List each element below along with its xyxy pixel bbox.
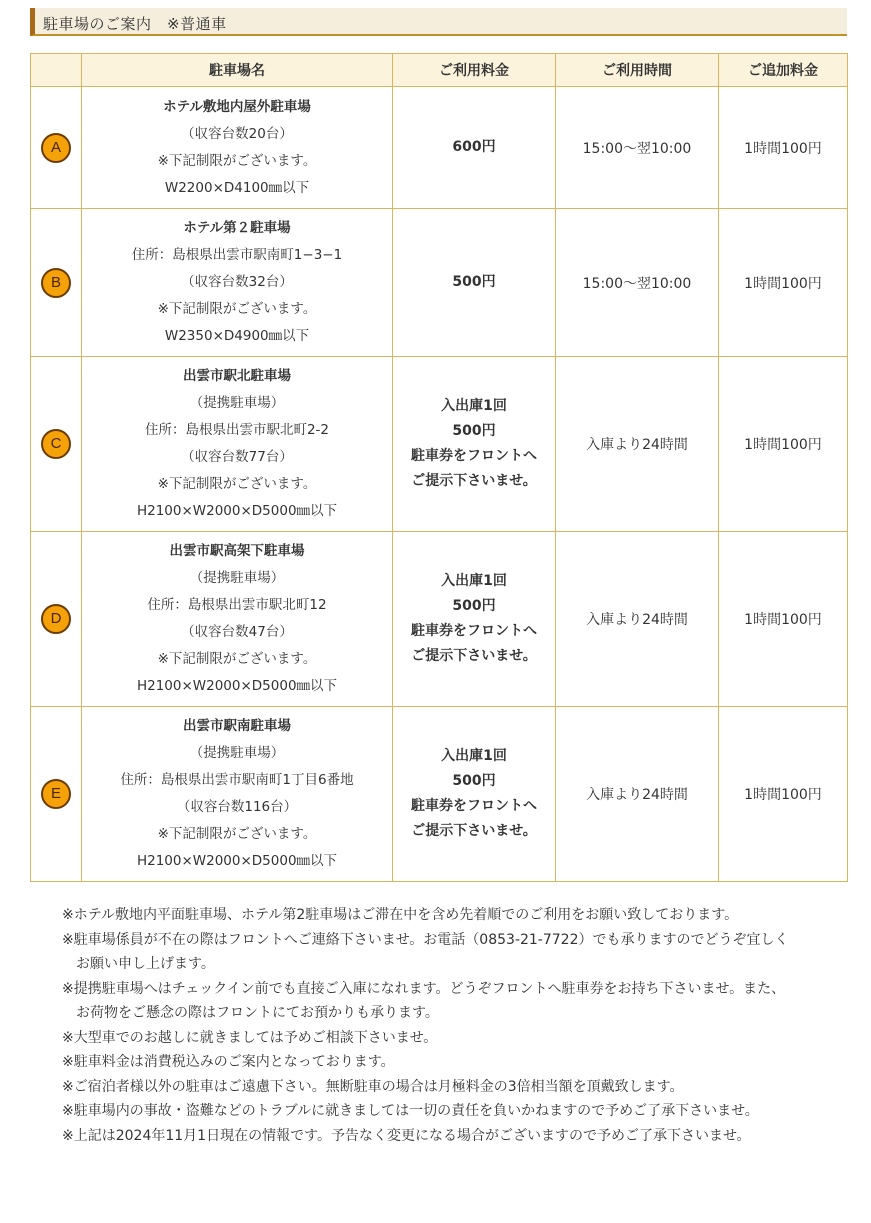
row-letter-cell <box>31 209 82 357</box>
note-item: ※上記は2024年11月1日現在の情報です。予告なく変更になる場合がございますので予めご了承下さいませ。 <box>62 1127 751 1144</box>
header-letter <box>31 54 82 87</box>
fee-cell <box>393 87 556 209</box>
extra-fee-cell: 1時間100円 <box>719 707 848 882</box>
row-letter-cell <box>31 707 82 882</box>
table-header-row <box>31 54 848 87</box>
letter-badge-icon: B <box>41 268 71 298</box>
fee-cell <box>393 707 556 882</box>
parking-detail: （収容台数32台） <box>181 274 293 290</box>
parking-name-cell <box>82 707 393 882</box>
parking-detail: ※下記制限がございます。 <box>157 826 317 842</box>
letter-badge-icon: E <box>41 779 71 809</box>
letter-badge-icon: C <box>41 429 71 459</box>
hours-cell: 入庫より24時間 <box>556 707 719 882</box>
hours-cell: 15:00～翌10:00 <box>556 87 719 209</box>
fee-cell <box>393 532 556 707</box>
fee-text: 500円 <box>452 773 496 789</box>
table-row <box>31 707 848 882</box>
fee-text: ご提示下さいませ。 <box>411 823 537 839</box>
parking-detail: ※下記制限がございます。 <box>157 301 317 317</box>
extra-fee-cell: 1時間100円 <box>719 532 848 707</box>
note-item: ※駐車場係員が不在の際はフロントへご連絡下さいませ。お電話（0853-21-7722）でも承りますのでどうぞ宜しくお願い申し上げます。 <box>62 931 789 972</box>
extra-fee-cell: 1時間100円 <box>719 357 848 532</box>
fee-text: 駐車券をフロントへ <box>411 448 537 464</box>
parking-name: 出雲市駅高架下駐車場 <box>169 543 305 559</box>
note-item: ※ご宿泊者様以外の駐車はご遠慮下さい。無断駐車の場合は月極料金の3倍相当額を頂戴致します。 <box>62 1078 684 1095</box>
fee-text: 500円 <box>452 274 496 290</box>
parking-detail: 住所：島根県出雲市駅北町2-2 <box>144 422 330 438</box>
parking-detail: 住所：島根県出雲市駅北町12 <box>147 597 327 613</box>
extra-fee-cell: 1時間100円 <box>719 209 848 357</box>
header-name: 駐車場名 <box>82 54 393 87</box>
header-fee: ご利用料金 <box>393 54 556 87</box>
parking-name-cell <box>82 209 393 357</box>
parking-table <box>30 53 848 882</box>
parking-detail: （収容台数47台） <box>181 624 293 640</box>
parking-detail: H2100×W2000×D5000㎜以下 <box>136 503 338 519</box>
parking-detail: （収容台数116台） <box>176 799 298 815</box>
parking-detail: 住所：島根県出雲市駅南町1丁目6番地 <box>120 772 354 788</box>
parking-name-cell <box>82 87 393 209</box>
parking-detail: H2100×W2000×D5000㎜以下 <box>136 853 338 869</box>
fee-text: 600円 <box>452 139 496 155</box>
letter-badge-icon: A <box>41 133 71 163</box>
note-item: ※駐車場内の事故・盗難などのトラブルに就きましては一切の責任を負いかねますので予めご了承下さいませ。 <box>62 1103 759 1119</box>
hours-cell: 入庫より24時間 <box>556 357 719 532</box>
parking-detail: （収容台数77台） <box>181 449 293 465</box>
parking-name: 出雲市駅北駐車場 <box>183 368 291 384</box>
table-row <box>31 532 848 707</box>
parking-detail: ※下記制限がございます。 <box>157 152 317 169</box>
parking-detail: 住所：島根県出雲市駅南町1−3−1 <box>131 247 343 263</box>
note-item: ※駐車料金は消費税込みのご案内となっております。 <box>62 1054 395 1070</box>
parking-detail: ※下記制限がございます。 <box>157 476 317 492</box>
fee-text: 駐車券をフロントへ <box>411 623 537 639</box>
fee-text: 入出庫1回 <box>441 573 507 589</box>
table-row <box>31 87 848 209</box>
parking-name-cell <box>82 357 393 532</box>
parking-name-cell <box>82 532 393 707</box>
parking-detail: W2200×D4100㎜以下 <box>164 179 310 196</box>
hours-cell: 入庫より24時間 <box>556 532 719 707</box>
parking-detail: （提携駐車場） <box>189 570 285 586</box>
section-heading <box>30 8 847 36</box>
parking-detail: W2350×D4900㎜以下 <box>164 328 310 344</box>
table-row <box>31 357 848 532</box>
notes-list <box>62 903 792 1148</box>
row-letter-cell <box>31 357 82 532</box>
fee-text: 500円 <box>452 598 496 614</box>
parking-detail: （提携駐車場） <box>189 745 285 761</box>
extra-fee-cell: 1時間100円 <box>719 87 848 209</box>
parking-name: ホテル第２駐車場 <box>183 220 291 236</box>
parking-detail: （収容台数20台） <box>181 125 293 142</box>
parking-detail: （提携駐車場） <box>189 395 285 411</box>
parking-name: 出雲市駅南駐車場 <box>183 718 291 734</box>
header-hours: ご利用時間 <box>556 54 719 87</box>
fee-text: 500円 <box>452 423 496 439</box>
fee-cell <box>393 357 556 532</box>
parking-detail: H2100×W2000×D5000㎜以下 <box>136 678 338 694</box>
parking-detail: ※下記制限がございます。 <box>157 651 317 667</box>
table-row <box>31 209 848 357</box>
parking-name: ホテル敷地内屋外駐車場 <box>163 98 311 115</box>
fee-cell <box>393 209 556 357</box>
section-heading-text: 駐車場のご案内 ※普通車 <box>43 15 227 33</box>
note-item: ※大型車でのお越しに就きましては予めご相談下さいませ。 <box>62 1029 438 1046</box>
row-letter-cell <box>31 87 82 209</box>
hours-cell: 15:00～翌10:00 <box>556 209 719 357</box>
note-item: ※ホテル敷地内平面駐車場、ホテル第2駐車場はご滞在中を含め先着順でのご利用をお願い致しております。 <box>62 907 739 923</box>
row-letter-cell <box>31 532 82 707</box>
fee-text: 駐車券をフロントへ <box>411 798 537 814</box>
note-item: ※提携駐車場へはチェックイン前でも直接ご入庫になれます。どうぞフロントへ駐車券をお持ち下さいませ。また、お荷物をご懸念の際はフロントにてお預かりも承ります。 <box>62 980 786 1021</box>
fee-text: 入出庫1回 <box>441 748 507 764</box>
header-extra: ご追加料金 <box>719 54 848 87</box>
fee-text: 入出庫1回 <box>441 398 507 414</box>
fee-text: ご提示下さいませ。 <box>411 648 537 664</box>
letter-badge-icon: D <box>41 604 71 634</box>
fee-text: ご提示下さいませ。 <box>411 473 537 489</box>
